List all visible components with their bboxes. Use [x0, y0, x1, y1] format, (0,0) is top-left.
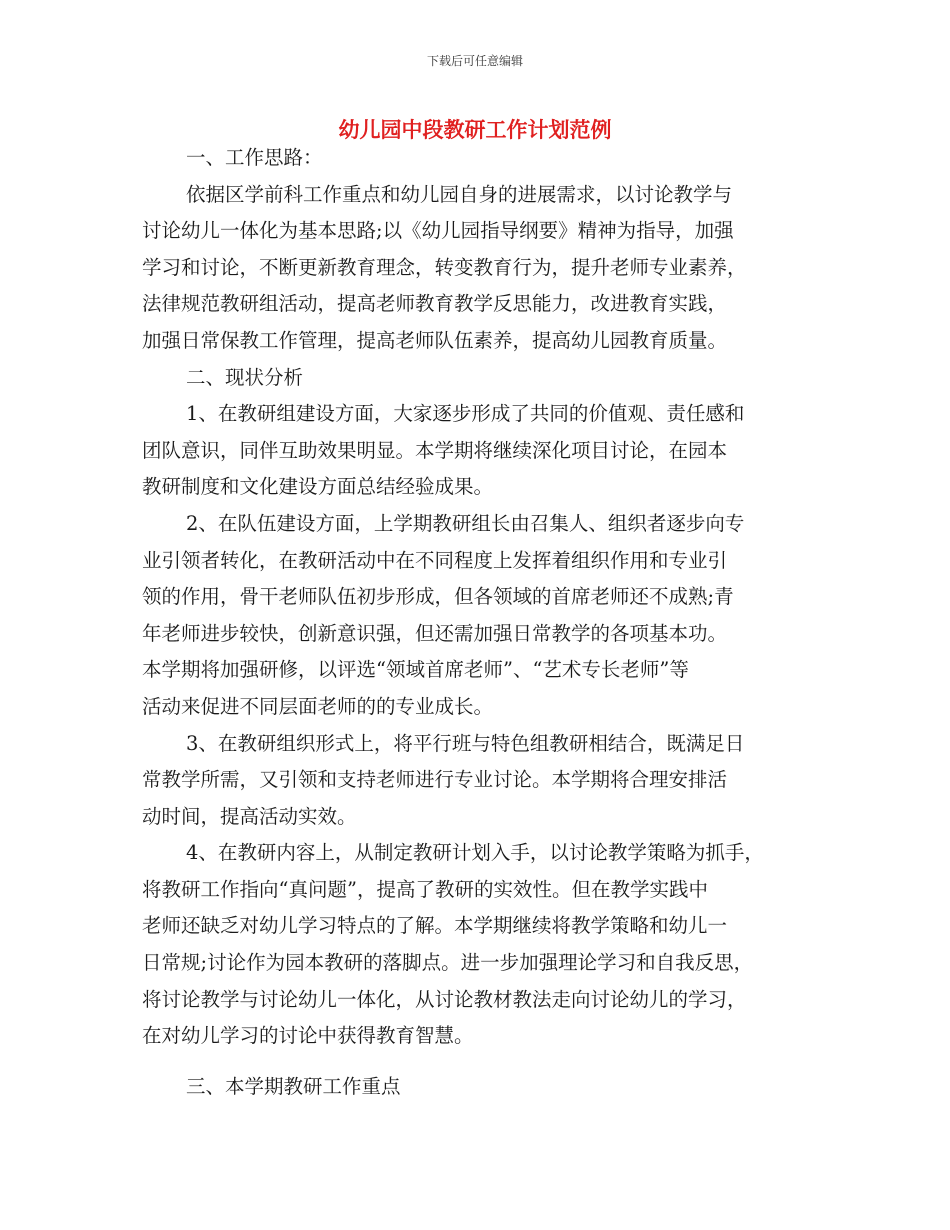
text-line: 学习和讨论，不断更新教育理念，转变教育行为，提升老师专业素养， — [142, 255, 747, 279]
text-line: 依据区学前科工作重点和幼儿园自身的进展需求，以讨论教学与 — [186, 182, 733, 206]
text-line: 2、在队伍建设方面，上学期教研组长由召集人、组织者逐步向专 — [186, 511, 745, 535]
document-title: 幼儿园中段教研工作计划范例 — [338, 118, 612, 142]
text-line: 将教研工作指向“真问题”，提高了教研的实效性。但在教学实践中 — [142, 877, 708, 901]
text-line: 讨论幼儿一体化为基本思路;以《幼儿园指导纲要》精神为指导，加强 — [142, 219, 734, 243]
text-line: 本学期将加强研修，以评选“领域首席老师”、“艺术专长老师”等 — [142, 658, 689, 682]
document-body — [142, 140, 814, 1105]
text-line: 领的作用，骨干老师队伍初步形成，但各领域的首席老师还不成熟;青 — [142, 585, 734, 609]
text-line: 二、现状分析 — [186, 365, 304, 389]
text-line: 3、在教研组织形式上，将平行班与特色组教研相结合，既满足日 — [186, 731, 745, 755]
text-line: 将讨论教学与讨论幼儿一体化，从讨论教材教法走向讨论幼儿的学习， — [142, 987, 747, 1011]
text-line: 业引领者转化，在教研活动中在不同程度上发挥着组织作用和专业引 — [142, 548, 728, 572]
text-line: 加强日常保教工作管理，提高老师队伍素养，提高幼儿园教育质量。 — [142, 328, 728, 352]
text-line: 团队意识，同伴互助效果明显。本学期将继续深化项目讨论，在园本 — [142, 438, 728, 462]
text-line: 4、在教研内容上，从制定教研计划入手，以讨论教学策略为抓手， — [186, 841, 764, 865]
text-line: 动时间，提高活动实效。 — [142, 804, 357, 828]
text-line: 法律规范教研组活动，提高老师教育教学反思能力，改进教育实践， — [142, 292, 728, 316]
text-line: 教研制度和文化建设方面总结经验成果。 — [142, 475, 494, 499]
page-header: 下载后可任意编辑 — [426, 54, 523, 68]
text-line: 年老师进步较快，创新意识强，但还需加强日常教学的各项基本功。 — [142, 621, 728, 645]
text-line: 日常规;讨论作为园本教研的落脚点。进一步加强理论学习和自我反思， — [142, 951, 754, 975]
text-line: 一、工作思路： — [186, 146, 323, 169]
text-line: 1、在教研组建设方面，大家逐步形成了共同的价值观、责任感和 — [186, 402, 745, 426]
text-line: 在对幼儿学习的讨论中获得教育智慧。 — [142, 1024, 474, 1048]
text-line: 老师还缺乏对幼儿学习特点的了解。本学期继续将教学策略和幼儿一 — [142, 914, 728, 938]
text-line: 活动来促进不同层面老师的的专业成长。 — [142, 694, 494, 718]
text-line: 常教学所需，又引领和支持老师进行专业讨论。本学期将合理安排活 — [142, 768, 728, 792]
text-line: 三、本学期教研工作重点 — [186, 1074, 401, 1098]
spacer — [142, 1055, 814, 1069]
